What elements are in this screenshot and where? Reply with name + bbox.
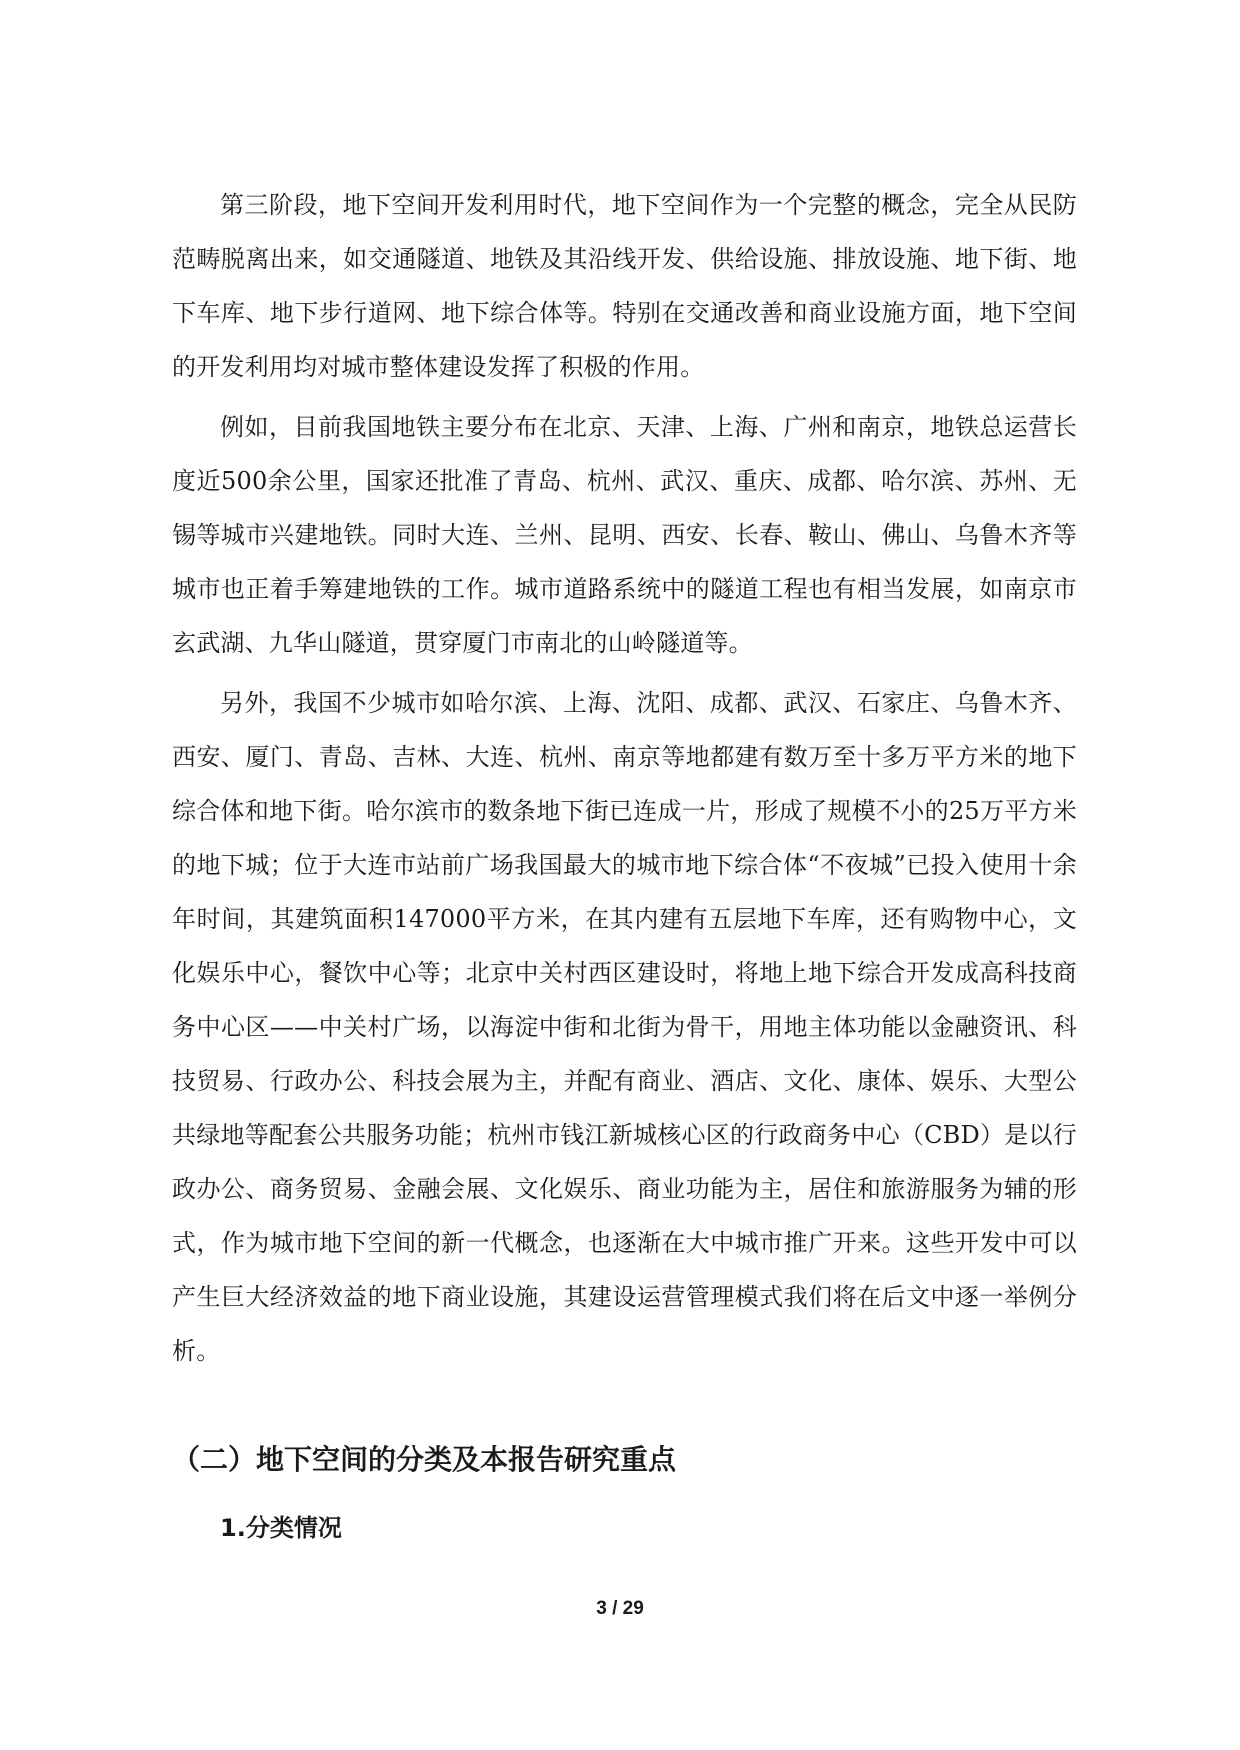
paragraph-subway-examples: 例如，目前我国地铁主要分布在北京、天津、上海、广州和南京，地铁总运营长度近500余公里，国家还批准了青岛、杭州、武汉、重庆、成都、哈尔滨、苏州、无锡等城市兴建地铁。同时大连、兰州、昆明、西安、长春、鞍山、佛山、乌鲁木齐等城市也正着手筹建地铁的工作。城市道路系统中的隧道工程也有相当发展，如南京市玄武湖、九华山隧道，贯穿厦门市南北的山岭隧道等。 [172,413,1077,657]
paragraph-third-stage: 第三阶段，地下空间开发利用时代，地下空间作为一个完整的概念，完全从民防范畴脱离出来，如交通隧道、地铁及其沿线开发、供给设施、排放设施、地下街、地下车库、地下步行道网、地下综合体等。特别在交通改善和商业设施方面，地下空间的开发利用均对城市整体建设发挥了积极的作用。 [172,191,1077,381]
body-text [172,178,1077,1384]
sub-heading: 1.分类情况 [220,1514,342,1542]
paragraph-underground-complexes: 另外，我国不少城市如哈尔滨、上海、沈阳、成都、武汉、石家庄、乌鲁木齐、西安、厦门、青岛、吉林、大连、杭州、南京等地都建有数万至十多万平方米的地下综合体和地下街。哈尔滨市的数条地下街已连成一片，形成了规模不小的25万平方米的地下城；位于大连市站前广场我国最大的城市地下综合体“不夜城”已投入使用十余年时间，其建筑面积147000平方米，在其内建有五层地下车库，还有购物中心，文化娱乐中心，餐饮中心等；北京中关村西区建设时，将地上地下综合开发成高科技商务中心区——中关村广场，以海淀中街和北街为骨干，用地主体功能以金融资讯、科技贸易、行政办公、科技会展为主，并配有商业、酒店、文化、康体、娱乐、大型公共绿地等配套公共服务功能；杭州市钱江新城核心区的行政商务中心（CBD）是以行政办公、商务贸易、金融会展、文化娱乐、商业功能为主，居住和旅游服务为辅的形式，作为城市地下空间的新一代概念，也逐渐在大中城市推广开来。这些开发中可以产生巨大经济效益的地下商业设施，其建设运营管理模式我们将在后文中逐一举例分析。 [172,689,1077,1365]
section-heading: （二）地下空间的分类及本报告研究重点 [172,1443,677,1476]
page-number: 3 / 29 [596,1598,644,1619]
